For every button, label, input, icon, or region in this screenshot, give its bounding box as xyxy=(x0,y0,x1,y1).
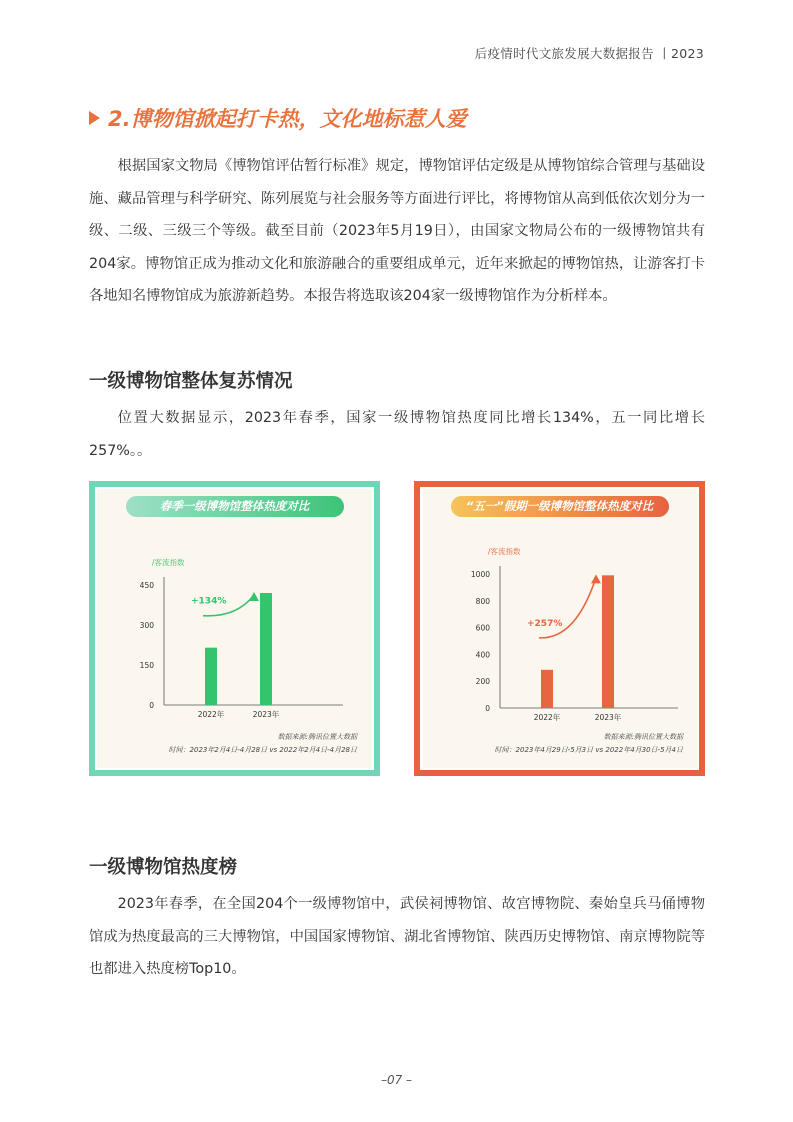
y-tick-label: 0 xyxy=(149,701,154,710)
mayday-chart-title: “五一”假期一级博物馆整体热度对比 xyxy=(451,496,669,517)
x-tick-label: 2023年 xyxy=(594,713,622,722)
mayday-chart-card xyxy=(414,481,705,776)
bar-2022年 xyxy=(205,648,217,705)
page-number: –07 – xyxy=(380,1073,413,1087)
y-tick-label: 0 xyxy=(485,704,490,713)
data-source-note: 数据来源:腾讯位置大数据 xyxy=(603,733,683,741)
ranking-paragraph: 2023年春季，在全国204个一级博物馆中，武侯祠博物馆、故宫博物院、秦始皇兵马俑博物馆成为热度最高的三大博物馆，中国国家博物馆、湖北省博物馆、陕西历史博物馆、南京博物院等也都进入热度榜Top10。 xyxy=(89,896,705,977)
y-tick-label: 800 xyxy=(475,596,490,606)
growth-annotation: +134% xyxy=(191,596,227,607)
bar-2023年 xyxy=(602,575,614,708)
y-tick-label: 200 xyxy=(475,677,490,687)
spring-chart-svg xyxy=(89,481,380,776)
report-header: 后疫情时代文旅发展大数据报告 丨2023 xyxy=(474,46,704,61)
y-axis-label: /客流指数 xyxy=(152,558,185,567)
mayday-chart-svg xyxy=(414,481,705,776)
time-period-note: 时间：2023年2月4日-4月28日 vs 2022年2月4日-4月28日 xyxy=(168,746,357,754)
bar-2023年 xyxy=(260,593,272,705)
y-tick-label: 600 xyxy=(475,623,490,633)
section-title-text: 2.博物馆掀起打卡热，文化地标惹人爱 xyxy=(108,107,467,131)
growth-arrowhead-icon xyxy=(591,574,601,583)
y-axis-label: /客流指数 xyxy=(488,547,521,556)
x-tick-label: 2022年 xyxy=(197,710,225,719)
section-title xyxy=(89,103,467,133)
intro-paragraph: 根据国家文物局《博物馆评估暂行标准》规定，博物馆评估定级是从博物馆综合管理与基础设施、藏品管理与科学研究、陈列展览与社会服务等方面进行评比，将博物馆从高到低依次划分为一级、二级、三级三个等级。截至目前（2023年5月19日），由国家文物局公布的一级博物馆共有204家。博物馆正成为推动文化和旅游融合的重要组成单元，近年来掀起的博物馆热，让游客打卡各地知名博物馆成为旅游新趋势。本报告将选取该204家一级博物馆作为分析样本。 xyxy=(89,158,705,304)
y-tick-label: 1000 xyxy=(470,570,490,579)
growth-annotation: +257% xyxy=(527,618,563,629)
data-source-note: 数据来源:腾讯位置大数据 xyxy=(277,733,357,741)
bar-2022年 xyxy=(541,670,553,708)
subheading-ranking: 一级博物馆热度榜 xyxy=(89,857,238,878)
growth-arrowhead-icon xyxy=(249,592,259,601)
time-period-note: 时间：2023年4月29日-5月3日 vs 2022年4月30日-5月4日 xyxy=(494,746,683,754)
spring-chart-card xyxy=(89,481,380,776)
subheading-recovery: 一级博物馆整体复苏情况 xyxy=(89,371,293,392)
spring-chart-title: 春季一级博物馆整体热度对比 xyxy=(126,496,344,517)
y-tick-label: 450 xyxy=(139,581,154,590)
y-tick-label: 300 xyxy=(139,621,154,630)
triangle-bullet-icon xyxy=(89,111,100,125)
x-tick-label: 2022年 xyxy=(533,713,561,722)
y-tick-label: 150 xyxy=(139,661,154,670)
recovery-paragraph: 位置大数据显示，2023年春季，国家一级博物馆热度同比增长134%，五一同比增长257%。。 xyxy=(89,410,705,459)
x-tick-label: 2023年 xyxy=(252,710,280,719)
y-tick-label: 400 xyxy=(475,650,490,660)
